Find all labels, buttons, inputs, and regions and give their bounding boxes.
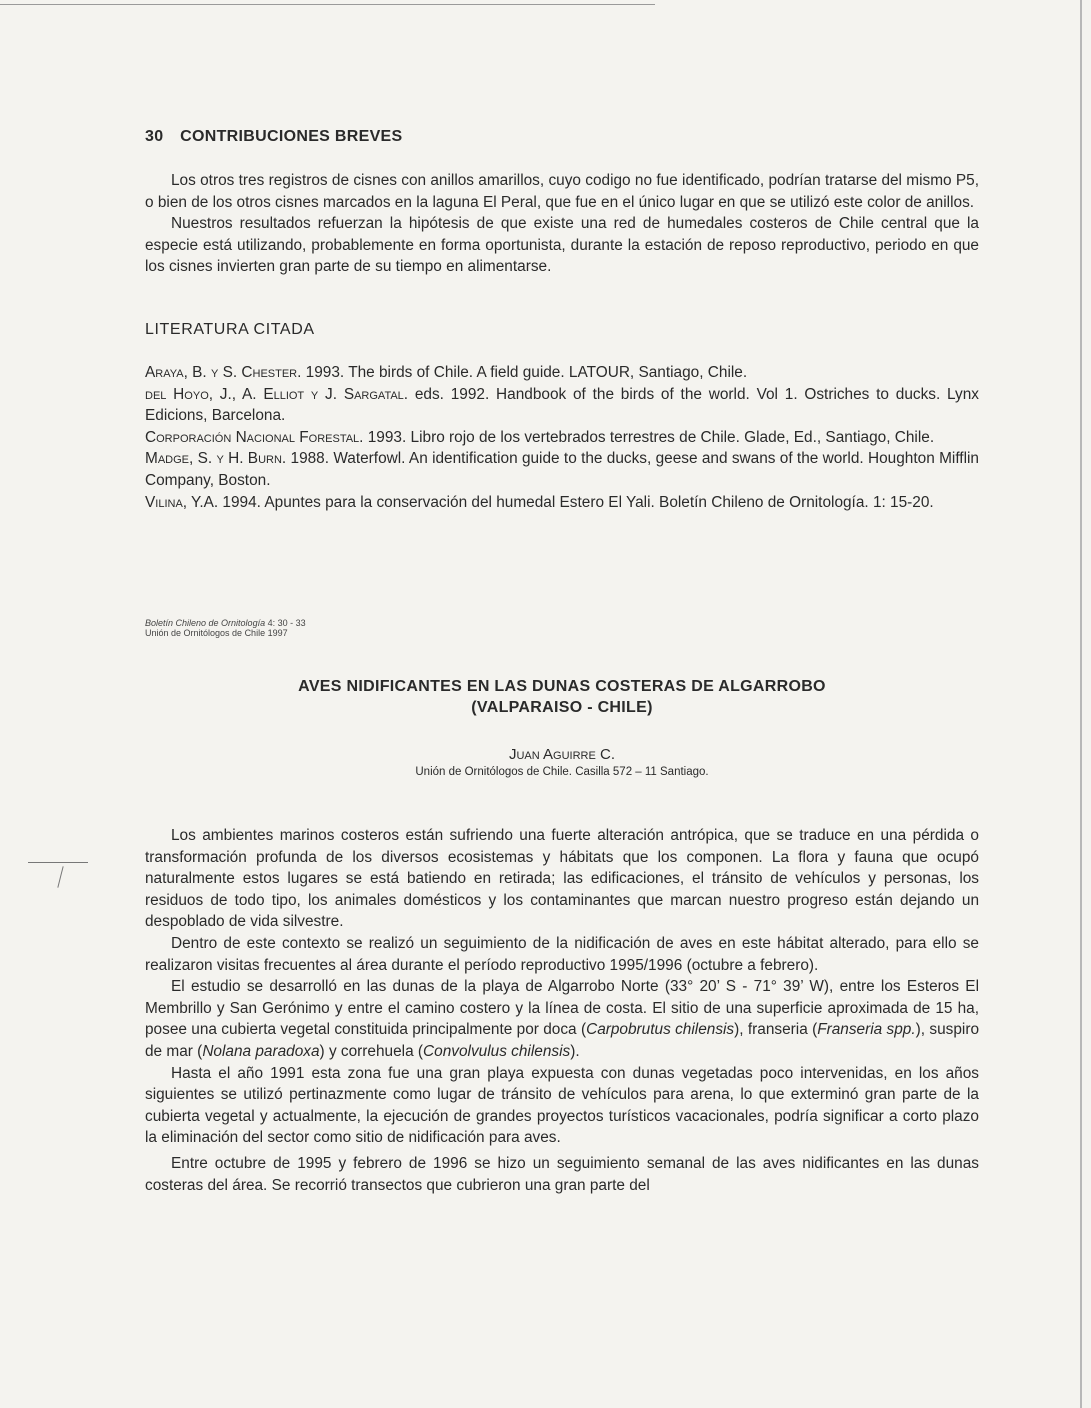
reference-item	[145, 384, 979, 427]
reference-item	[145, 427, 979, 449]
reference-text: 1993. Libro rojo de los vertebrados terrestres de Chile. Glade, Ed., Santiago, Chile.	[363, 428, 935, 446]
running-header	[145, 128, 402, 146]
body-paragraph-5: Entre octubre de 1995 y febrero de 1996 se hizo un seguimiento semanal de las aves nidificantes en las dunas costeras del área. Se recorrió transectos que cubrieron una gran parte del	[145, 1154, 979, 1194]
intro-paragraph-1: Los otros tres registros de cisnes con anillos amarillos, cuyo codigo no fue identificado, podrían tratarse del mismo P5, o bien de los otros cisnes marcados en la laguna El Peral, que fue en el único lugar en que se utilizó este color de anillos.	[145, 172, 979, 211]
text-run: ), franseria (	[734, 1021, 818, 1039]
body-paragraph-4: Hasta el año 1991 esta zona fue una gran playa expuesta con dunas vegetadas poco intervenidas, en los años siguientes se utilizó pertinazmente como lugar de tránsito de vehículos para arena, lo que exterminó gran parte de la cubierta vegetal y actualmente, la ejecución de grandes proyectos turísticos vacacionales, podría significar a corto plazo la eliminación del sector como sitio de nidificación para aves.	[145, 1064, 979, 1147]
page-number: 30	[145, 128, 164, 145]
reference-list	[145, 362, 979, 513]
author-affiliation: Unión de Ornitólogos de Chile. Casilla 572 – 11 Santiago.	[415, 766, 709, 778]
text-run: ), suspiro de mar (	[145, 1021, 980, 1060]
text-run: ) y correhuela (	[319, 1042, 424, 1060]
margin-pencil-mark-stem	[57, 866, 63, 888]
literature-title: LITERATURA CITADA	[145, 321, 315, 338]
margin-pencil-mark	[28, 862, 88, 863]
text-run: El estudio se desarrolló en las dunas de la playa de Algarrobo Norte (33° 20’ S - 71° 39’ W), entre los Esteros El Membrillo y San Gerónimo y entre el camino costero y la línea de costa. El sitio de una superficie aproximada de 15 ha, posee una cubierta vegetal constituida principalmente por doca (	[145, 978, 979, 1039]
scan-top-edge	[0, 4, 655, 5]
reference-authors: Madge, S. y H. Burn.	[145, 450, 287, 468]
body-paragraph-2: Dentro de este contexto se realizó un seguimiento de la nidificación de aves en este hábitat alterado, para ello se realizaron visitas frecuentes al área durante el período reproductivo 1995/1996 (octubre a febrero).	[145, 934, 979, 974]
reference-authors: Corporación Nacional Forestal.	[145, 428, 364, 446]
reference-authors: del Hoyo, J., A. Elliot y J. Sargatal.	[145, 385, 409, 403]
reference-item	[145, 448, 979, 491]
scan-right-edge	[1080, 0, 1082, 1408]
reference-text: 1988. Waterfowl. An identification guide to the ducks, geese and swans of the world. Houghton Mifflin Company, Boston.	[145, 450, 979, 489]
intro-text	[145, 170, 979, 278]
article-author: Juan Aguirre C.	[508, 746, 616, 763]
article-title-line-2: (VALPARAISO - CHILE)	[471, 699, 653, 716]
journal-publisher: Unión de Ornitólogos de Chile 1997	[145, 628, 288, 638]
body-paragraph-3	[145, 976, 979, 1062]
species-name: Convolvulus chilensis	[423, 1042, 571, 1060]
intro-paragraph-2: Nuestros resultados refuerzan la hipótesis de que existe una red de humedales costeros de Chile central que la especie está utilizando, probablemente en forma oportunista, durante la estación de reposo reproductivo, periodo en que los cisnes invierten gran parte de su tiempo en alimentarse.	[145, 215, 979, 276]
text-run: ).	[570, 1042, 580, 1060]
article-title-line-1: AVES NIDIFICANTES EN LAS DUNAS COSTERAS DE ALGARROBO	[298, 678, 826, 695]
reference-item	[145, 362, 979, 384]
body-paragraph-1: Los ambientes marinos costeros están sufriendo una fuerte alteración antrópica, que se traduce en una pérdida o transformación profunda de los diversos ecosistemas y hábitats que los componen. La flora y fauna que ocupó naturalmente estos lugares se está batiendo en retirada; las edificaciones, el tránsito de vehículos y personas, los residuos de todo tipo, los animales domésticos y los contaminantes que marcan nuestro progreso están dejando un despoblado de vida silvestre.	[145, 827, 979, 931]
journal-issue: 4: 30 - 33	[265, 618, 306, 628]
reference-authors: Araya, B. y S. Chester.	[145, 364, 302, 381]
article-body	[145, 825, 979, 1196]
reference-authors: Vilina, Y.A.	[145, 493, 219, 511]
reference-text: 1993. The birds of Chile. A field guide. LATOUR, Santiago, Chile.	[301, 364, 748, 381]
running-title: CONTRIBUCIONES BREVES	[180, 128, 403, 145]
journal-name: Boletín Chileno de Ornitología	[145, 618, 266, 628]
species-name: Franseria spp.	[817, 1021, 916, 1039]
reference-item	[145, 492, 979, 514]
reference-text: eds. 1992. Handbook of the birds of the world. Vol 1. Ostriches to ducks. Lynx Edicions, Barcelona.	[145, 385, 979, 425]
journal-citation	[145, 618, 306, 638]
article-title	[145, 676, 979, 718]
reference-text: 1994. Apuntes para la conservación del humedal Estero El Yali. Boletín Chileno de Ornitología. 1: 15-20.	[218, 493, 934, 511]
species-name: Nolana paradoxa	[202, 1042, 320, 1060]
species-name: Carpobrutus chilensis	[586, 1021, 735, 1039]
